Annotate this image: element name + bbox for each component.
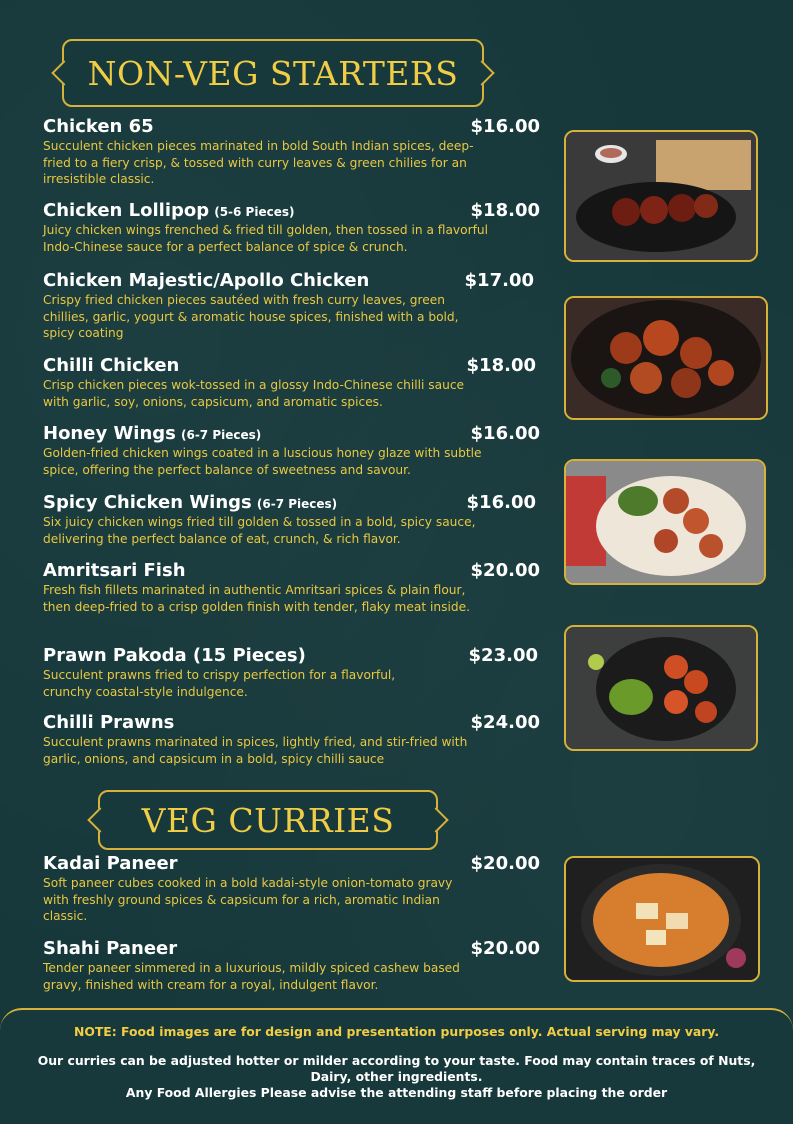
menu-item: [43, 270, 540, 342]
menu-item: [43, 712, 540, 767]
item-name: Kadai Paneer: [43, 853, 178, 874]
item-note: (6-7 Pieces): [180, 428, 262, 442]
item-name: Shahi Paneer: [43, 938, 178, 959]
item-price: $20.00: [470, 938, 540, 959]
section-title-text: VEG CURRIES: [141, 800, 395, 840]
item-price: $23.00: [468, 645, 538, 666]
menu-item: [43, 116, 540, 188]
section-title-veg-curries: [98, 790, 438, 850]
menu-item: [43, 853, 540, 925]
item-name: Chicken 65: [43, 116, 154, 137]
footer-line-1: Our curries can be adjusted hotter or milder according to your taste. Food may contain traces of Nuts, Dairy, other ingredients.: [37, 1053, 756, 1084]
item-name: Honey Wings: [43, 423, 176, 444]
item-description: Fresh fish fillets marinated in authentic Amritsari spices & plain flour, then deep-fried to a crisp golden finish with tender, flaky meat inside.: [43, 583, 470, 614]
item-description: Soft paneer cubes cooked in a bold kadai-style onion-tomato gravy with freshly ground spices & capsicum for a rich, aromatic Indian classic.: [43, 876, 453, 923]
item-description: Crispy fried chicken pieces sautéed with fresh curry leaves, green chillies, garlic, yogurt & aromatic house spices, finished with a bold, spicy coating: [43, 293, 459, 340]
item-name: Spicy Chicken Wings: [43, 492, 252, 513]
item-name: Chilli Chicken: [43, 355, 180, 376]
food-photo-kadai-paneer: [564, 856, 760, 982]
item-description: Succulent prawns fried to crispy perfection for a flavorful, crunchy coastal-style indulgence.: [43, 668, 396, 699]
item-price: $16.00: [466, 492, 536, 513]
item-price: $20.00: [470, 853, 540, 874]
item-description: Six juicy chicken wings fried till golden & tossed in a bold, spicy sauce, delivering the perfect balance of eat, crunch, & rich flavor.: [43, 515, 476, 546]
food-photo-prawn-pakoda: [564, 625, 758, 751]
item-price: $24.00: [470, 712, 540, 733]
menu-item: [43, 423, 540, 478]
footer-image-note: NOTE: Food images are for design and presentation purposes only. Actual serving may vary.: [73, 1024, 720, 1039]
item-price: $18.00: [470, 200, 540, 221]
menu-item: [43, 200, 540, 255]
section-title-nonveg-starters: [62, 39, 484, 107]
footer-notes: [0, 1008, 793, 1124]
item-note: (6-7 Pieces): [256, 497, 338, 511]
item-name: Prawn Pakoda (15 Pieces): [43, 645, 306, 666]
item-price: $16.00: [470, 423, 540, 444]
item-name: Chicken Majestic/Apollo Chicken: [43, 270, 370, 291]
item-description: Golden-fried chicken wings coated in a luscious honey glaze with subtle spice, offering the perfect balance of sweetness and savour.: [43, 446, 482, 477]
item-description: Tender paneer simmered in a luxurious, mildly spiced cashew based gravy, finished with cream for a royal, indulgent flavor.: [43, 961, 460, 992]
item-name: Chilli Prawns: [43, 712, 175, 733]
menu-item: [43, 560, 540, 615]
footer-allergy-note: [0, 1053, 793, 1101]
item-description: Juicy chicken wings frenched & fried till golden, then tossed in a flavorful Indo-Chinese sauce for a perfect balance of spice & crunch.: [43, 223, 489, 254]
menu-item: [43, 492, 540, 547]
item-price: $16.00: [470, 116, 540, 137]
footer-line-2: Any Food Allergies Please advise the attending staff before placing the order: [125, 1085, 668, 1100]
item-description: Succulent chicken pieces marinated in bold South Indian spices, deep-fried to a fiery crisp, & tossed with curry leaves & green chilies for an irresistible classic.: [43, 139, 474, 186]
item-price: $18.00: [466, 355, 536, 376]
food-photo-chicken-lollipop: [564, 130, 758, 262]
food-photo-chicken-wings: [564, 459, 766, 585]
section-title-text: NON-VEG STARTERS: [87, 53, 459, 93]
item-description: Crisp chicken pieces wok-tossed in a glossy Indo-Chinese chilli sauce with garlic, soy, onions, capsicum, and aromatic spices.: [43, 378, 465, 409]
item-name: Chicken Lollipop: [43, 200, 210, 221]
item-description: Succulent prawns marinated in spices, lightly fried, and stir-fried with garlic, onions, and capsicum in a bold, spicy chilli sauce: [43, 735, 468, 766]
item-price: $17.00: [464, 270, 534, 291]
menu-item: [43, 355, 540, 410]
menu-item: [43, 938, 540, 993]
item-note: (5-6 Pieces): [214, 205, 295, 219]
item-name: Amritsari Fish: [43, 560, 186, 581]
menu-item: [43, 645, 540, 700]
item-price: $20.00: [470, 560, 540, 581]
food-photo-chicken-majestic: [564, 296, 768, 420]
